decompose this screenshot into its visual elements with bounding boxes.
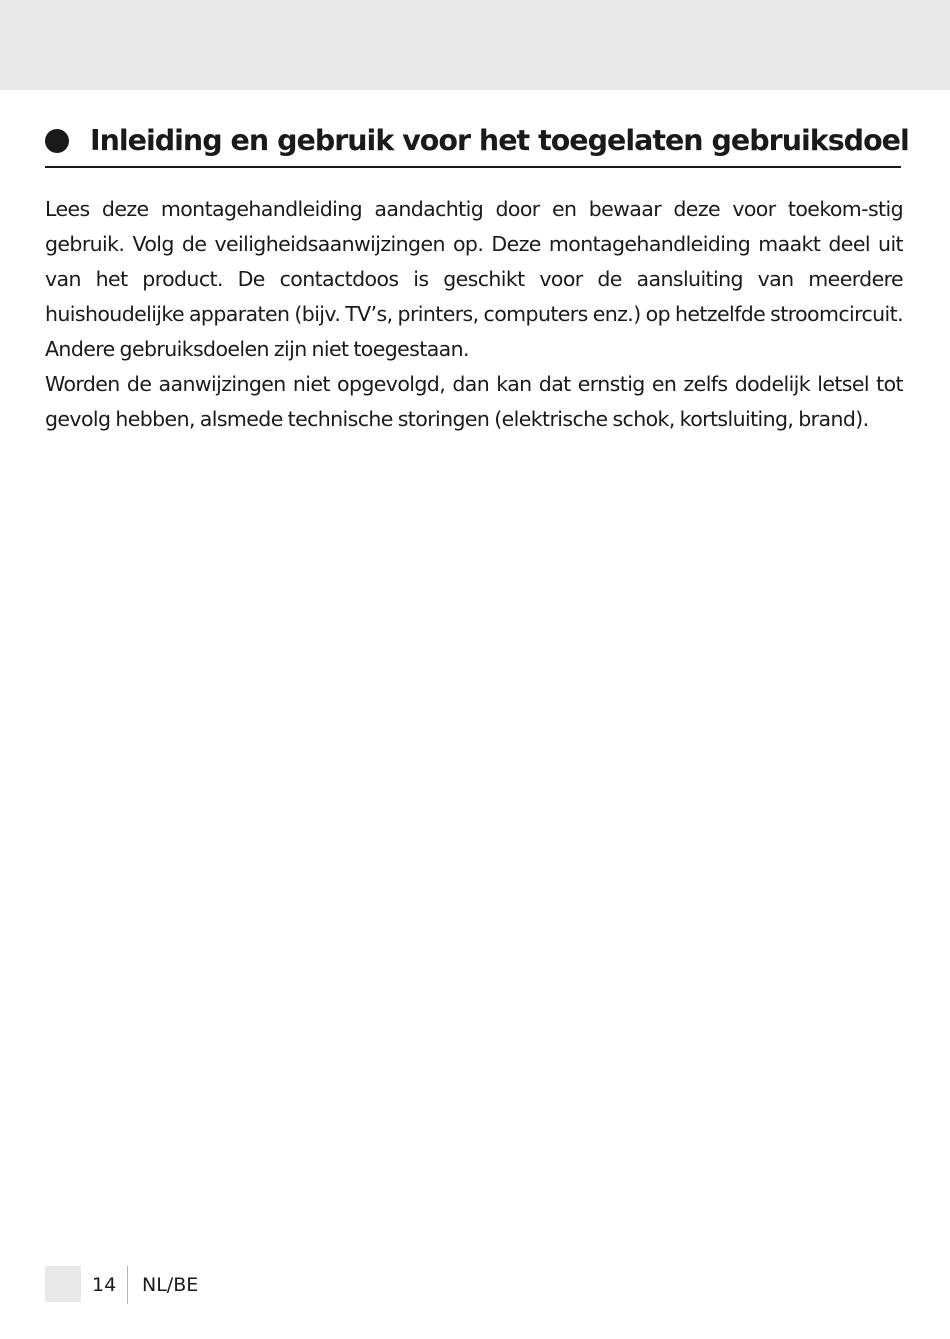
language-code: NL/BE xyxy=(142,1274,199,1296)
page-number: 14 xyxy=(92,1274,117,1296)
footer-marker xyxy=(45,1266,81,1302)
section-title: Inleiding en gebruik voor het toegelaten gebruiksdoel xyxy=(90,124,909,157)
footer-divider xyxy=(127,1266,128,1304)
header-band xyxy=(0,0,950,90)
paragraph-warning: Worden de aanwijzingen niet opgevolgd, dan kan dat ernstig en zelfs dodelijk letsel tot gevolg hebben, alsmede technische storingen (elektrische schok, kortsluiting, brand). xyxy=(45,372,903,431)
paragraph-intro: Lees deze montagehandleiding aandachtig door en bewaar deze voor toekom-stig gebruik. Volg de veiligheidsaanwijzingen op. Deze montagehandleiding maakt deel uit van het product. De contactdoos is geschikt voor de aansluiting van meerdere huishoudelijke apparaten (bijv. TV’s, printers, computers enz.) op hetzelfde stroomcircuit. Andere gebruiksdoelen zijn niet toegestaan. xyxy=(45,197,903,361)
bullet-icon xyxy=(45,129,69,153)
section-heading xyxy=(45,118,909,168)
section-body xyxy=(45,192,903,437)
